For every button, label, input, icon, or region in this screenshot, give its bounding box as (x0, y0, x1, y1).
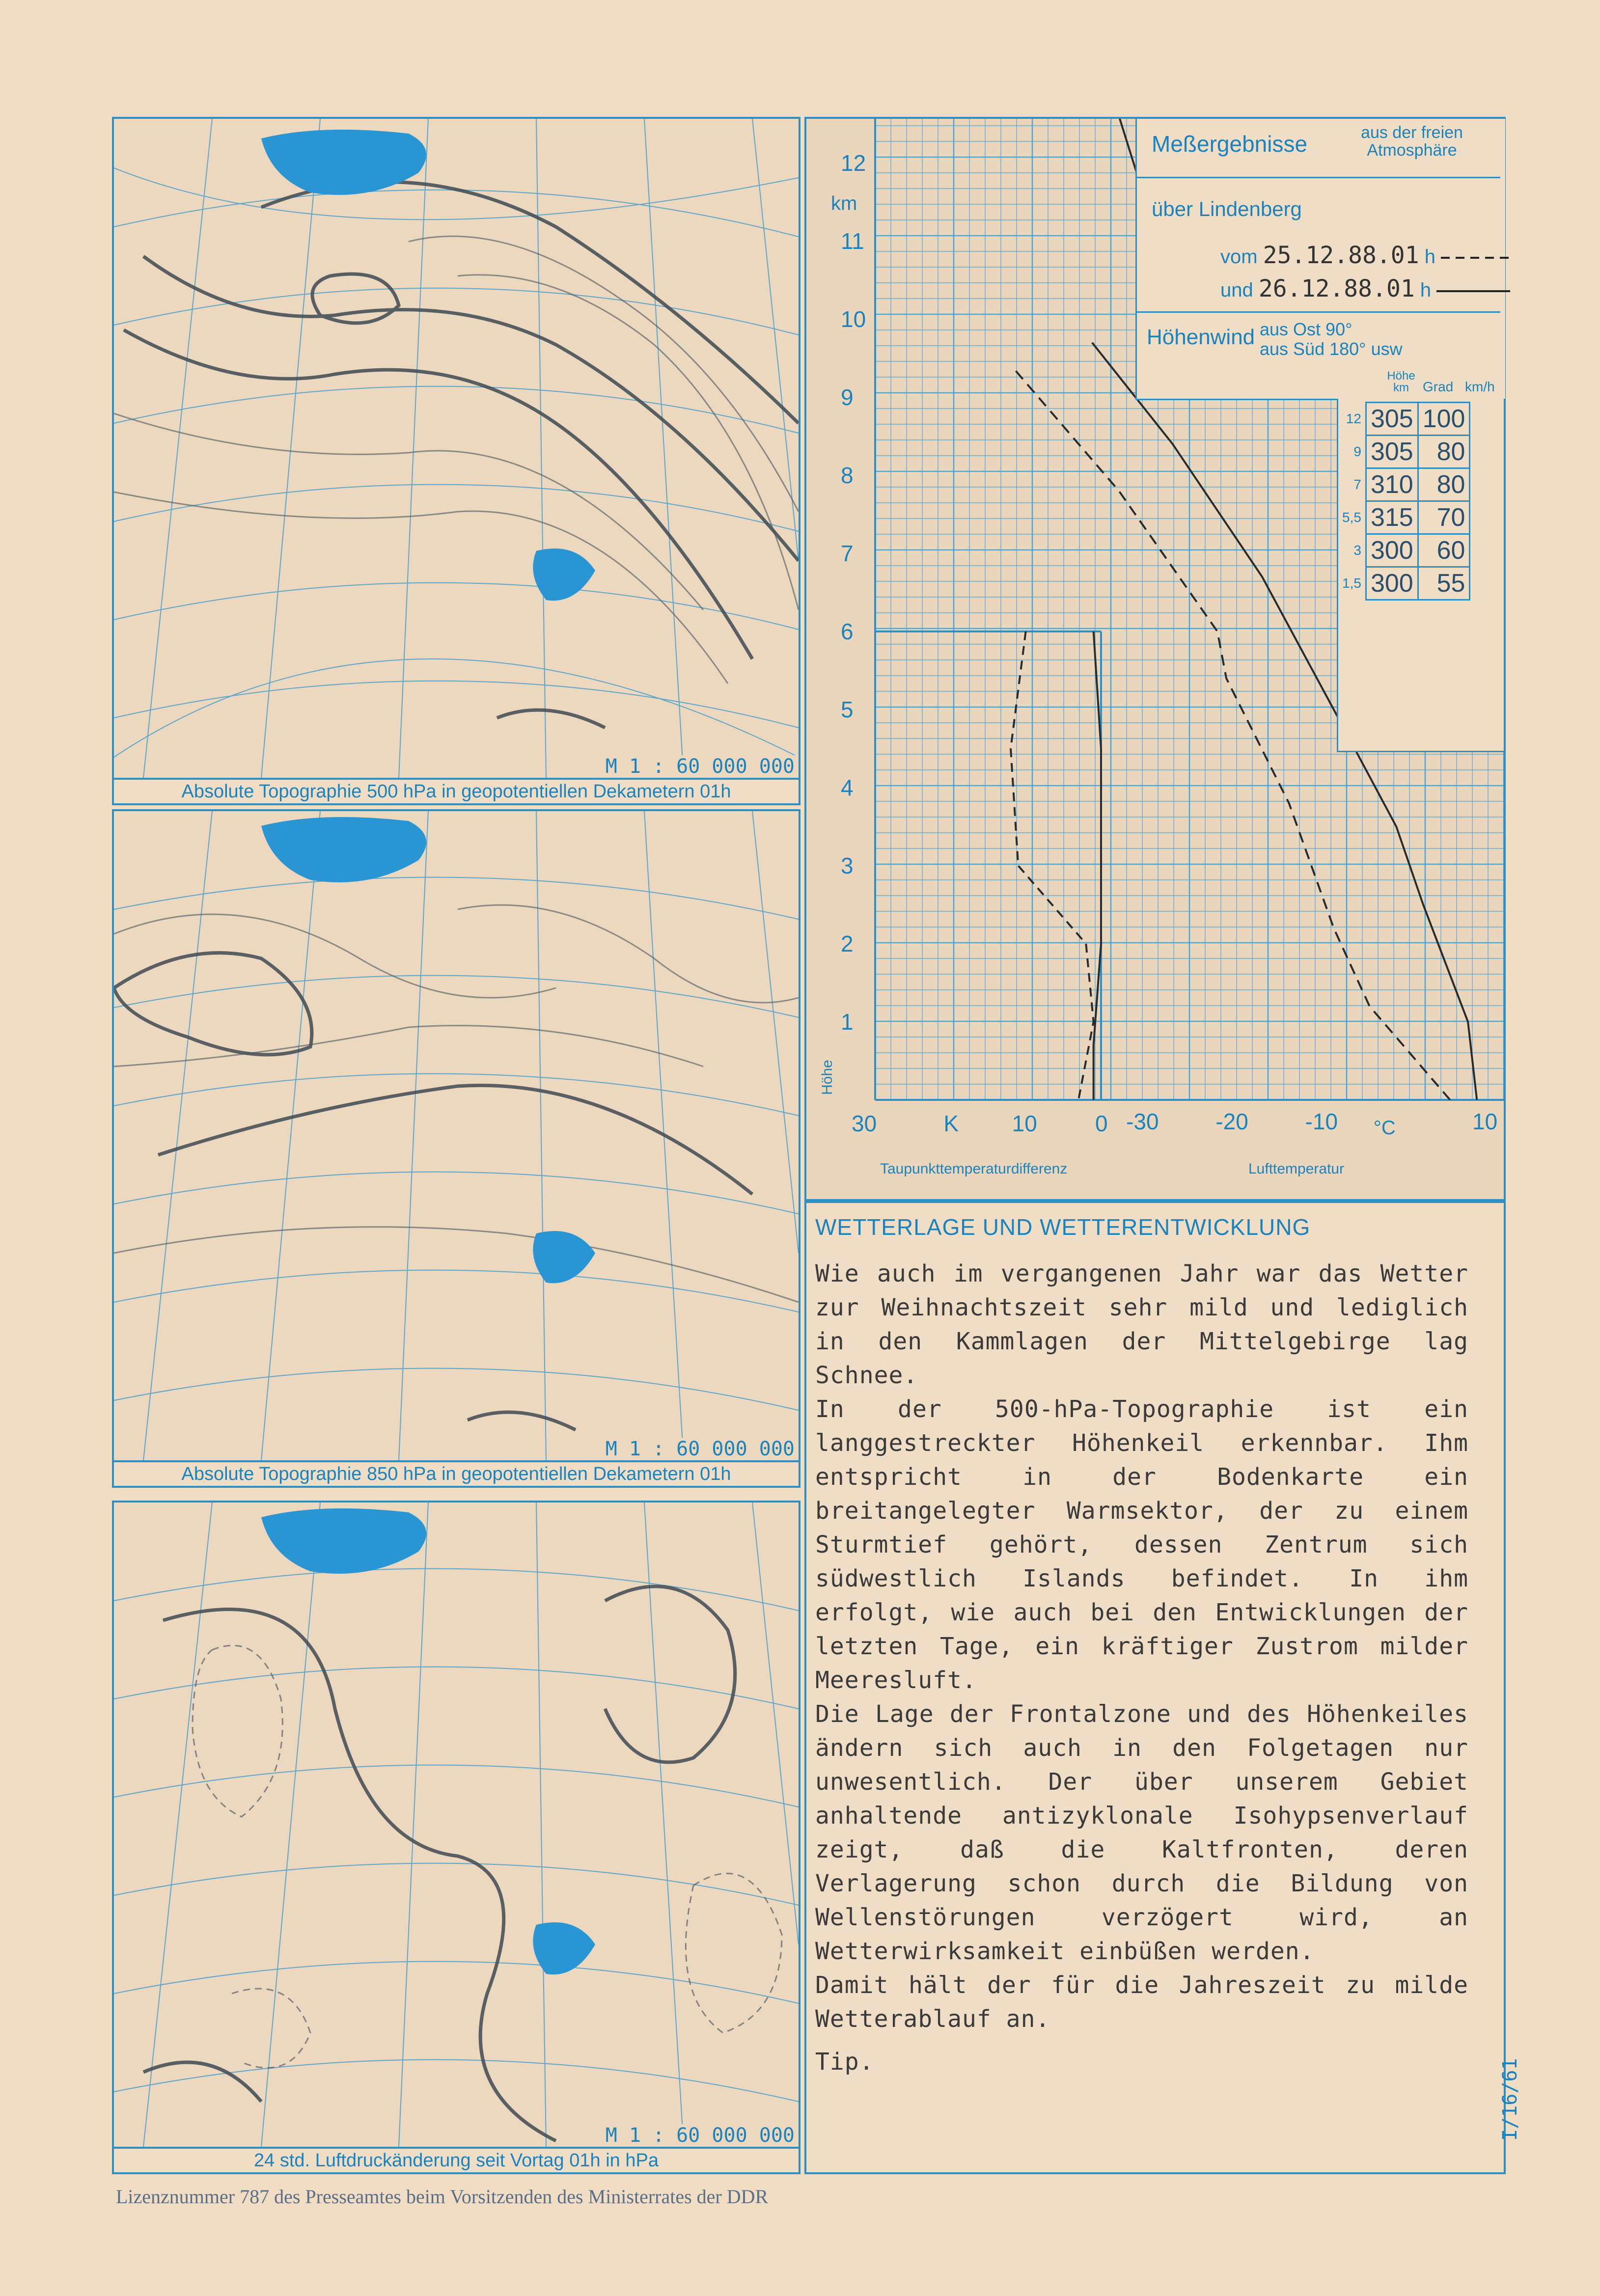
sea-shape (533, 548, 595, 601)
dewpoint-line-dashed (1011, 631, 1094, 1100)
sea-shape (533, 1231, 595, 1283)
isohypses-thin (114, 905, 799, 1302)
x-tick-label: -10 (1305, 1109, 1338, 1134)
legend-title: Meßergebnisse (1152, 131, 1308, 157)
wind-row (1338, 436, 1470, 468)
x-tick-label: 10 (1012, 1111, 1037, 1136)
und-label: und (1220, 279, 1253, 301)
wind-height: 3 (1353, 543, 1361, 558)
map-scale: M 1 : 60 000 000 (602, 2124, 799, 2147)
article-paragraph: Damit hält der für die Jahreszeit zu milde Wetterablauf an. (815, 1971, 1468, 2033)
sea-shape (533, 1922, 595, 1974)
hoehenwind-note2: aus Süd 180° usw (1260, 339, 1403, 359)
solid-line-sample (1436, 289, 1510, 294)
y-tick-label: 8 (841, 463, 854, 488)
isobars-dashed (193, 1645, 782, 2068)
hoehenwind-note1: aus Ost 90° (1260, 319, 1352, 339)
wind-direction: 300 (1366, 567, 1418, 600)
col-kmh: km/h (1465, 379, 1495, 394)
legend-rule (1137, 177, 1500, 178)
article-paragraph: Die Lage der Frontalzone und des Höhenkeiles ändern sich auch in den Folgetagen nur unwesentlich. Der über unserem Gebiet anhaltende antizyklonale Isohypsenverlauf zeigt, daß die Kaltfronten, deren Verlagerung schon durch die Bildung von Wellenstörungen verzögert wird, an Wetterwirksamkeit einbüßen werden. (815, 1700, 1468, 1965)
x-unit-label: °C (1373, 1117, 1396, 1139)
dewpoint-line-solid (1094, 631, 1101, 1100)
wind-direction: 305 (1366, 436, 1418, 468)
article-panel (804, 1201, 1506, 2174)
col-hoehe: Höhe km (1387, 369, 1415, 394)
legend-station: über Lindenberg (1152, 197, 1302, 220)
map-caption-box (112, 1460, 800, 1488)
x-unit-label: K (943, 1111, 959, 1136)
sounding-chart (804, 117, 1506, 1201)
sounding-legend (1135, 119, 1505, 400)
legend-vom (1220, 242, 1515, 269)
wind-row (1338, 468, 1470, 501)
x-axis-label: Lufttemperatur (1248, 1161, 1345, 1177)
y-tick-label: 5 (841, 697, 854, 722)
h-label: h (1420, 279, 1432, 301)
wind-row (1338, 534, 1470, 567)
wind-direction: 300 (1366, 534, 1418, 567)
isohypses-thin (114, 236, 799, 683)
wind-speed: 70 (1418, 501, 1470, 534)
wind-height: 9 (1353, 444, 1361, 459)
wind-speed: 80 (1418, 436, 1470, 468)
lake-shape (261, 1508, 426, 1574)
wind-speed: 100 (1418, 403, 1470, 436)
map-caption-box (112, 778, 800, 805)
wind-row (1338, 501, 1470, 534)
map-500hpa (112, 117, 800, 780)
vom-date: 25.12.88.01 (1263, 242, 1419, 269)
isohypses (114, 953, 752, 1430)
map-850hpa (112, 809, 800, 1462)
map-scale: M 1 : 60 000 000 (602, 755, 799, 778)
wind-direction: 315 (1366, 501, 1418, 534)
map-caption: Absolute Topographie 500 hPa in geopotentiellen Dekametern 01h (181, 781, 731, 802)
col-grad: Grad (1423, 379, 1454, 394)
article-body (815, 1257, 1468, 2079)
y-tick-label: 2 (841, 931, 854, 957)
wind-speed: 55 (1418, 567, 1470, 600)
wind-direction: 305 (1366, 403, 1418, 436)
x-tick-label: 10 (1472, 1109, 1498, 1134)
und-date: 26.12.88.01 (1258, 275, 1415, 302)
wind-row (1338, 567, 1470, 600)
map-caption: 24 std. Luftdruckänderung seit Vortag 01h in hPa (254, 2150, 659, 2171)
y-tick-label: 9 (841, 384, 854, 410)
x-tick-label: -20 (1215, 1109, 1248, 1134)
map-caption: Absolute Topographie 850 hPa in geopotentiellen Dekametern 01h (181, 1464, 731, 1484)
wind-speed: 80 (1418, 468, 1470, 501)
wind-direction: 310 (1366, 468, 1418, 501)
side-code: I/16/61 (1499, 2058, 1521, 2141)
wind-table (1338, 402, 1470, 601)
h-label: h (1424, 246, 1435, 268)
y-tick-label: 10 (841, 306, 866, 332)
wind-speed: 60 (1418, 534, 1470, 567)
x-tick-label: 0 (1095, 1111, 1108, 1136)
x-tick-label: 30 (852, 1111, 877, 1136)
map-pressure-change (112, 1501, 800, 2149)
y-tick-label: 6 (841, 619, 854, 644)
y-tick-label: 4 (841, 775, 854, 800)
hoehenwind-label: Höhenwind (1147, 325, 1255, 349)
map-scale: M 1 : 60 000 000 (602, 1438, 799, 1460)
map-caption-box (112, 2147, 800, 2174)
y-tick-label: 12 (841, 150, 866, 176)
wind-table-box (1337, 399, 1504, 752)
footer-license: Lizenznummer 787 des Presseamtes beim Vorsitzenden des Ministerrates der DDR (116, 2186, 769, 2208)
lake-shape (261, 130, 426, 195)
isohypses (124, 182, 799, 728)
wind-height: 5,5 (1342, 510, 1361, 525)
article-paragraph: Wie auch im vergangenen Jahr war das Wetter zur Weihnachtszeit sehr mild und lediglich in den Kammlagen der Mittelgebirge lag Schnee. (815, 1260, 1468, 1389)
y-tick-label: 11 (841, 228, 864, 254)
article-signature: Tip. (815, 2048, 874, 2076)
article-paragraph: In der 500-hPa-Topographie ist ein langgestreckter Höhenkeil erkennbar. Ihm entspricht in der Bodenkarte ein breitangelegter Warmsektor, der zu einem Sturmtief gehört, dessen Zentrum sich südwestlich Islands befindet. In ihm erfolgt, wie auch bei den Entwicklungen der letzten Tage, ein kräftiger Zustrom milder Meeresluft. (815, 1395, 1468, 1694)
wind-height: 12 (1346, 411, 1361, 426)
vom-label: vom (1220, 246, 1258, 268)
article-heading: WETTERLAGE UND WETTERENTWICKLUNG (815, 1214, 1311, 1240)
lake-shape (261, 817, 426, 882)
legend-und (1220, 275, 1510, 302)
wind-height: 1,5 (1342, 575, 1361, 591)
y-tick-label: 3 (841, 853, 854, 878)
y-tick-label: 1 (841, 1009, 854, 1035)
x-axis-label: Taupunkttemperaturdifferenz (880, 1161, 1068, 1177)
y-axis-label: Höhe (819, 1060, 835, 1095)
y-unit-label: km (831, 192, 857, 215)
dashed-line-sample (1441, 255, 1515, 260)
x-tick-label: -30 (1126, 1109, 1159, 1134)
legend-rule (1137, 311, 1500, 313)
wind-row (1338, 403, 1470, 436)
wind-height: 7 (1353, 477, 1361, 492)
y-tick-label: 7 (841, 541, 854, 566)
legend-subtitle: aus der freien Atmosphäre (1361, 123, 1463, 160)
